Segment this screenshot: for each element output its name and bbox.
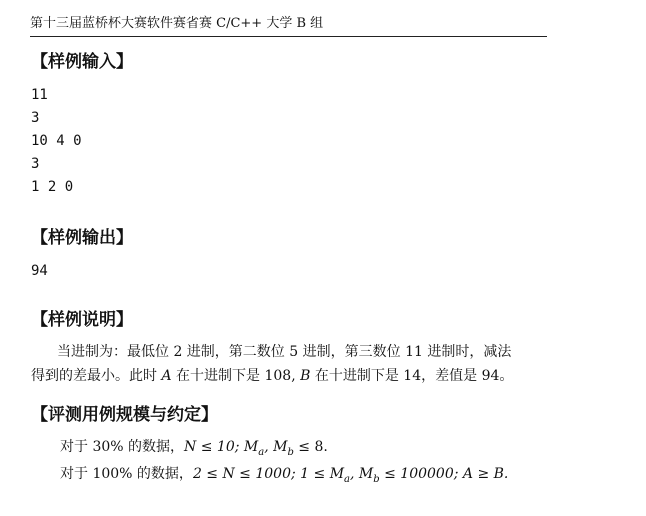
subscript-a: a (258, 446, 265, 458)
sample-input-line: 1 2 0 (31, 179, 74, 195)
sample-output-line: 94 (31, 263, 48, 279)
section-title-constraints: 【评测用例规模与约定】 (31, 405, 218, 425)
constraint-text: 对于 30% 的数据， (60, 439, 185, 455)
constraint-math: ≤ 100000; A ≥ B. (379, 466, 509, 482)
constraint-math: 2 ≤ N ≤ 1000; 1 ≤ M (192, 466, 345, 482)
explanation-text: 在十进制下是 108, (176, 368, 296, 384)
constraint-math: ≤ 8. (293, 439, 328, 455)
section-title-sample-output: 【样例输出】 (31, 228, 133, 248)
sample-input-line: 10 4 0 (31, 133, 82, 149)
variable-a: A (161, 368, 172, 384)
subscript-b: b (373, 473, 380, 485)
explanation-line-2 (31, 365, 513, 387)
constraint-math: N ≤ 10; M (184, 439, 259, 455)
sample-input-line: 11 (31, 87, 48, 103)
explanation-text: 在十进制下是 14，差值是 94。 (314, 368, 514, 384)
explanation-line-1: 当进制为：最低位 2 进制，第二数位 5 进制，第三数位 11 进制时，减法 (57, 344, 512, 360)
section-title-sample-explanation: 【样例说明】 (31, 310, 133, 330)
constraint-math: , M (350, 466, 374, 482)
constraint-line-100 (60, 463, 508, 485)
subscript-a: a (344, 473, 350, 485)
subscript-b: b (287, 446, 294, 458)
constraint-line-30 (60, 436, 328, 458)
variable-b: B (300, 368, 311, 384)
sample-input-line: 3 (31, 156, 40, 172)
constraint-text: 对于 100% 的数据， (60, 466, 193, 482)
constraint-math: , M (264, 439, 288, 455)
explanation-text: 得到的差最小。此时 (31, 368, 157, 384)
sample-input-line: 3 (31, 110, 40, 126)
section-title-sample-input: 【样例输入】 (31, 52, 133, 72)
page-header: 第十三届蓝桥杯大赛软件赛省赛 C/C++ 大学 B 组 (30, 14, 547, 37)
